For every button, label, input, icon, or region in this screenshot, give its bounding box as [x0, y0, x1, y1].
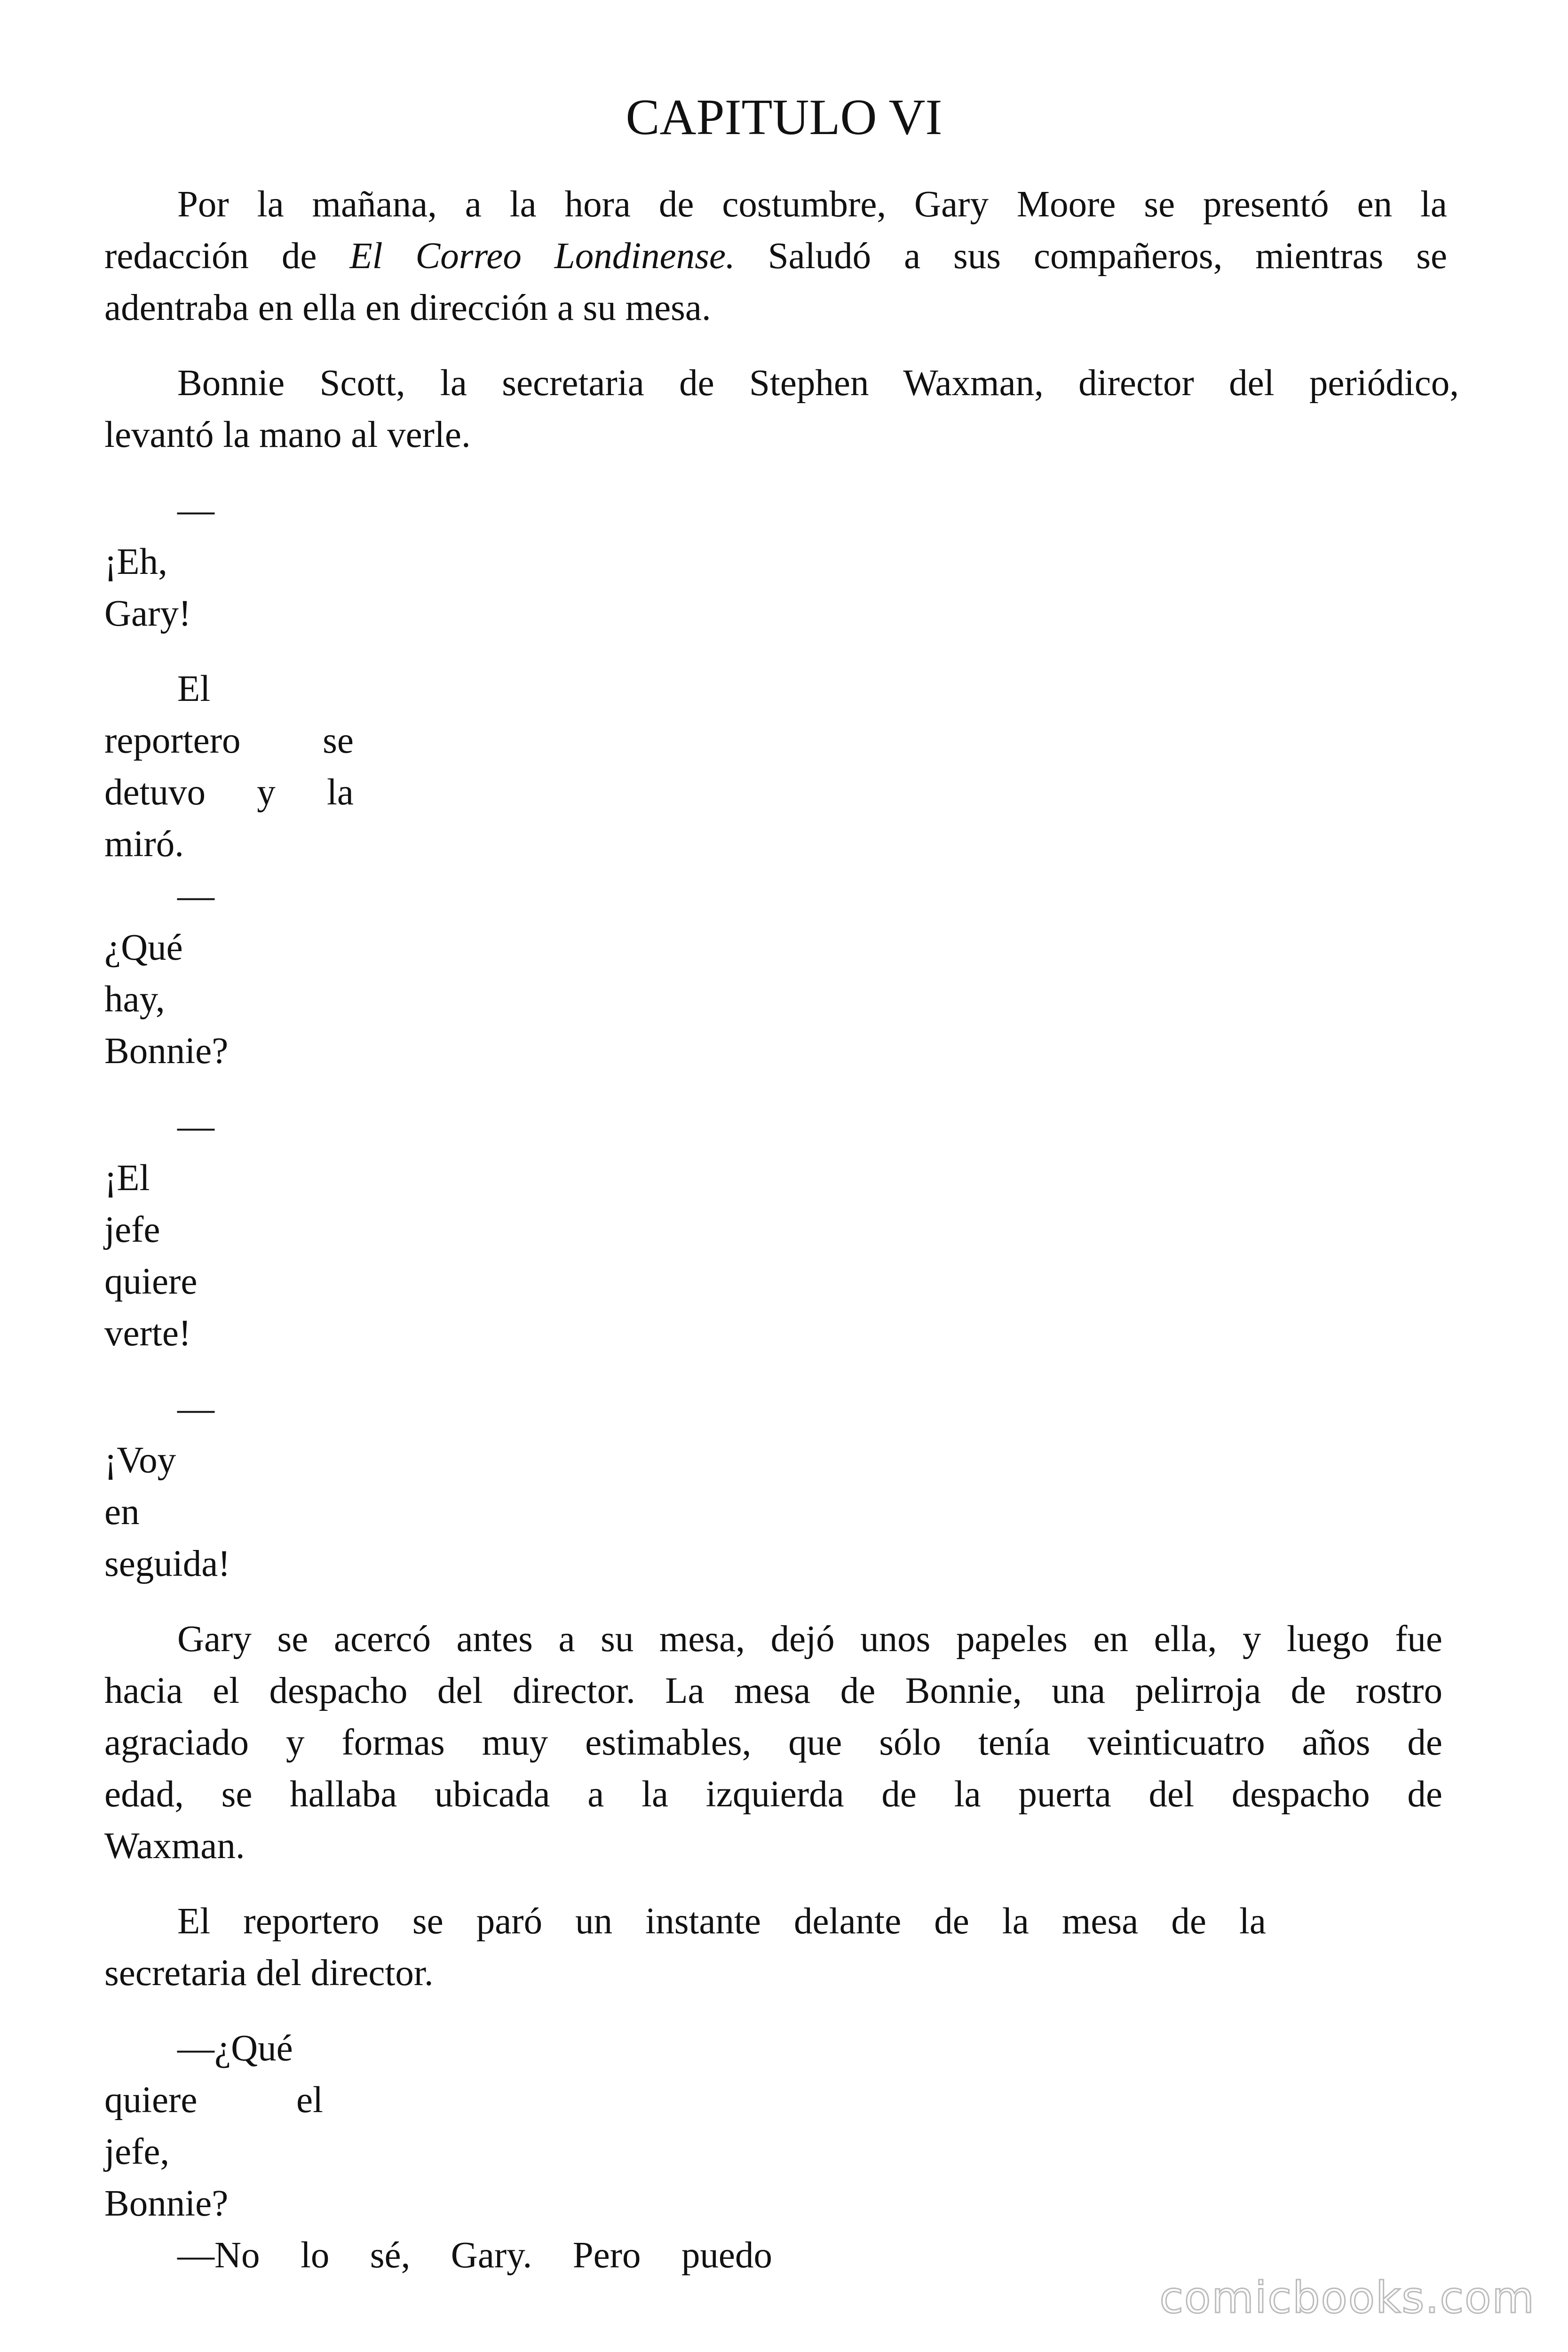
text-line: El	[177, 668, 211, 709]
text-line: edad, se hallaba ubicada a la izquierda de la puerta del despacho de	[104, 1774, 1442, 1815]
text-line: —No lo sé, Gary. Pero puedo	[177, 2235, 772, 2276]
text-line: quiere	[104, 1261, 198, 1302]
text-line: verte!	[104, 1313, 191, 1354]
chapter-title: CAPITULO VI	[626, 89, 942, 145]
text-line: —	[177, 1388, 214, 1429]
text-line: ¿Qué	[104, 927, 183, 968]
text-line: —	[177, 875, 214, 916]
paragraph	[104, 2023, 323, 2230]
paragraph	[104, 179, 1447, 334]
text-line: ¡Eh,	[104, 541, 167, 582]
text-line: —	[177, 490, 214, 531]
text-line: en	[104, 1492, 140, 1533]
text-line: Gary se acercó antes a su mesa, dejó unos papeles en ella, y luego fue	[177, 1619, 1442, 1660]
text-line: Por la mañana, a la hora de costumbre, Gary Moore se presentó en la	[177, 184, 1447, 225]
text-segment: Saludó a sus compañeros, mientras se	[768, 236, 1448, 277]
text-line: Gary!	[104, 593, 191, 634]
paragraph	[104, 1383, 387, 1590]
paragraph	[104, 358, 1459, 461]
text-line: —	[177, 1106, 214, 1147]
text-line: jefe,	[104, 2131, 170, 2172]
text-line: secretaria del director.	[104, 1953, 434, 1994]
text-segment: redacción de	[104, 236, 317, 277]
text-line	[104, 230, 1447, 282]
paragraph	[104, 1896, 1266, 1999]
paragraph	[104, 1613, 1442, 1872]
text-line: ¡El	[104, 1158, 150, 1199]
text-line: miró.	[104, 824, 184, 865]
paragraph	[104, 663, 354, 870]
text-line: —¿Qué	[177, 2028, 293, 2069]
newspaper-title: El Correo Londinense.	[349, 236, 735, 277]
text-line: ¡Voy	[104, 1440, 176, 1481]
paragraph	[104, 485, 387, 640]
text-line: Bonnie?	[104, 1031, 229, 1072]
text-line: Bonnie Scott, la secretaria de Stephen Waxman, director del periódico,	[177, 363, 1459, 404]
text-line: agraciado y formas muy estimables, que sólo tenía veinticuatro años de	[104, 1722, 1442, 1763]
watermark-logo: comicbooks.com	[1159, 2273, 1535, 2323]
text-line: levantó la mano al verle.	[104, 414, 471, 455]
paragraph	[104, 1101, 387, 1359]
text-line: Bonnie?	[104, 2183, 229, 2224]
text-line: detuvo y la	[104, 772, 354, 813]
paragraph	[104, 2230, 772, 2281]
text-line: quiere el	[104, 2080, 323, 2121]
text-line: seguida!	[104, 1543, 230, 1584]
text-line: adentraba en ella en dirección a su mesa.	[104, 287, 711, 328]
text-line: hay,	[104, 979, 165, 1020]
text-line: hacia el despacho del director. La mesa de Bonnie, una pelirroja de rostro	[104, 1670, 1442, 1711]
text-line: reportero se	[104, 720, 354, 761]
paragraph	[104, 870, 387, 1077]
text-line: Waxman.	[104, 1826, 245, 1867]
text-line: El reportero se paró un instante delante de la mesa de la	[177, 1901, 1266, 1942]
text-line: jefe	[104, 1209, 160, 1250]
